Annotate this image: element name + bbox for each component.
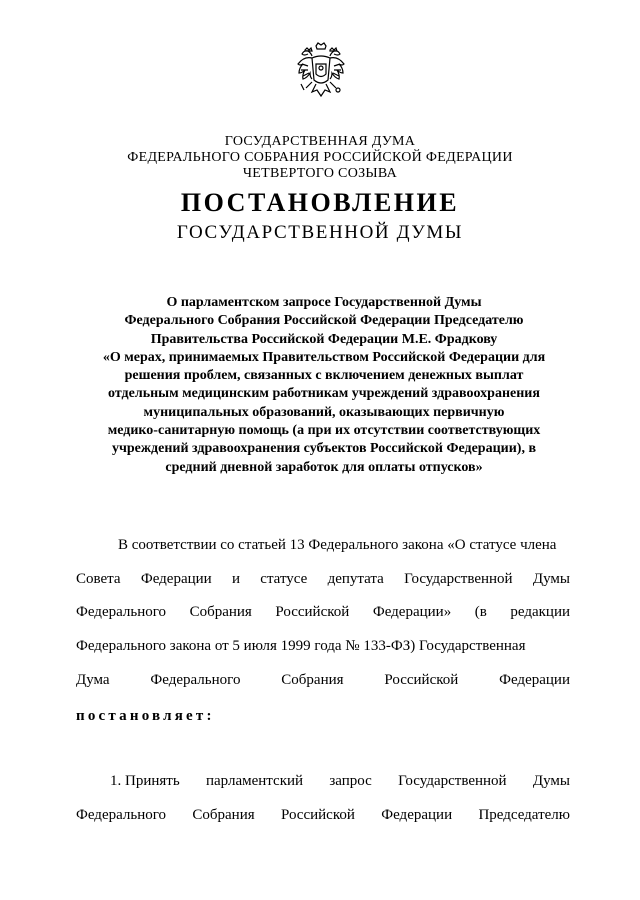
body-word: Председателю bbox=[478, 807, 570, 823]
body-word: Собрания bbox=[192, 807, 255, 823]
body-text: Федерального закона от 5 июля 1999 года № 133-ФЗ) Государственная bbox=[76, 638, 526, 654]
coat-of-arms-icon bbox=[294, 40, 348, 104]
header-line-convocation: ЧЕТВЕРТОГО СОЗЫВА bbox=[242, 166, 398, 181]
document-title: ПОСТАНОВЛЕНИЕ bbox=[180, 188, 460, 217]
paragraph-line bbox=[118, 536, 570, 554]
body-word: Дума bbox=[76, 672, 110, 688]
body-word: парламентский bbox=[205, 773, 304, 789]
body-word: Совета bbox=[76, 571, 121, 587]
subject-line: О парламентском запросе Государственной Думы bbox=[166, 295, 482, 310]
body-word: Государственной bbox=[404, 571, 513, 587]
subject-block bbox=[74, 294, 574, 477]
body-word: Собрания bbox=[189, 604, 252, 620]
subject-line: учреждений здравоохранения субъектов Российской Федерации), в bbox=[112, 441, 536, 457]
paragraph-line bbox=[110, 772, 570, 790]
paragraph-line bbox=[76, 637, 570, 655]
body-word: депутата bbox=[327, 571, 384, 587]
body-word: Федерального bbox=[76, 604, 167, 620]
subject-line: Федерального Собрания Российской Федерации Председателю bbox=[124, 313, 524, 329]
decree-word: постановляет: bbox=[76, 708, 215, 724]
subject-line: средний дневной заработок для оплаты отпусков» bbox=[165, 459, 483, 475]
subject-line: Правительства Российской Федерации М.Е. Фрадкову bbox=[150, 331, 498, 347]
body-word: Федерации bbox=[499, 672, 570, 688]
body-word: Собрания bbox=[281, 672, 344, 688]
body-word: и bbox=[231, 571, 240, 587]
body-word: Федерального bbox=[76, 807, 167, 823]
paragraph-line bbox=[76, 671, 570, 689]
body-word: Федерального bbox=[150, 672, 241, 688]
body-word: Думы bbox=[532, 773, 570, 789]
header-line-assembly: ФЕДЕРАЛЬНОГО СОБРАНИЯ РОССИЙСКОЙ ФЕДЕРАЦИИ bbox=[127, 150, 513, 165]
subject-line: решения проблем, связанных с включением денежных выплат bbox=[124, 368, 524, 384]
body-word: 1. Принять bbox=[110, 773, 180, 789]
body-word: Федерации bbox=[140, 571, 212, 587]
body-word: Федерации» bbox=[372, 604, 452, 620]
body-word: Думы bbox=[532, 571, 570, 587]
subject-line: медико-санитарную помощь (а при их отсутствии соответствующих bbox=[107, 423, 541, 439]
body-text: В соответствии со статьей 13 Федерального закона «О статусе члена bbox=[118, 537, 557, 553]
body-word: Российской bbox=[384, 672, 459, 688]
subject-line: отдельным медицинским работникам учреждений здравоохранения bbox=[108, 386, 540, 402]
body-word: Государственной bbox=[398, 773, 507, 789]
body-word: Российской bbox=[280, 807, 355, 823]
body-word: Федерации bbox=[381, 807, 453, 823]
body-word: Российской bbox=[275, 604, 350, 620]
body-word: запрос bbox=[329, 773, 372, 789]
header-line-duma: ГОСУДАРСТВЕННАЯ ДУМА bbox=[224, 134, 416, 149]
document-subtitle: ГОСУДАРСТВЕННОЙ ДУМЫ bbox=[176, 222, 464, 243]
body-word: редакции bbox=[510, 604, 570, 620]
subject-line: муниципальных образований, оказывающих первичную bbox=[143, 404, 505, 420]
paragraph-line bbox=[76, 570, 570, 588]
subject-line: «О мерах, принимаемых Правительством Российской Федерации для bbox=[102, 349, 546, 365]
paragraph-line bbox=[76, 806, 570, 824]
body-word: статусе bbox=[260, 571, 308, 587]
paragraph-line bbox=[76, 603, 570, 621]
body-word: (в bbox=[474, 604, 487, 620]
